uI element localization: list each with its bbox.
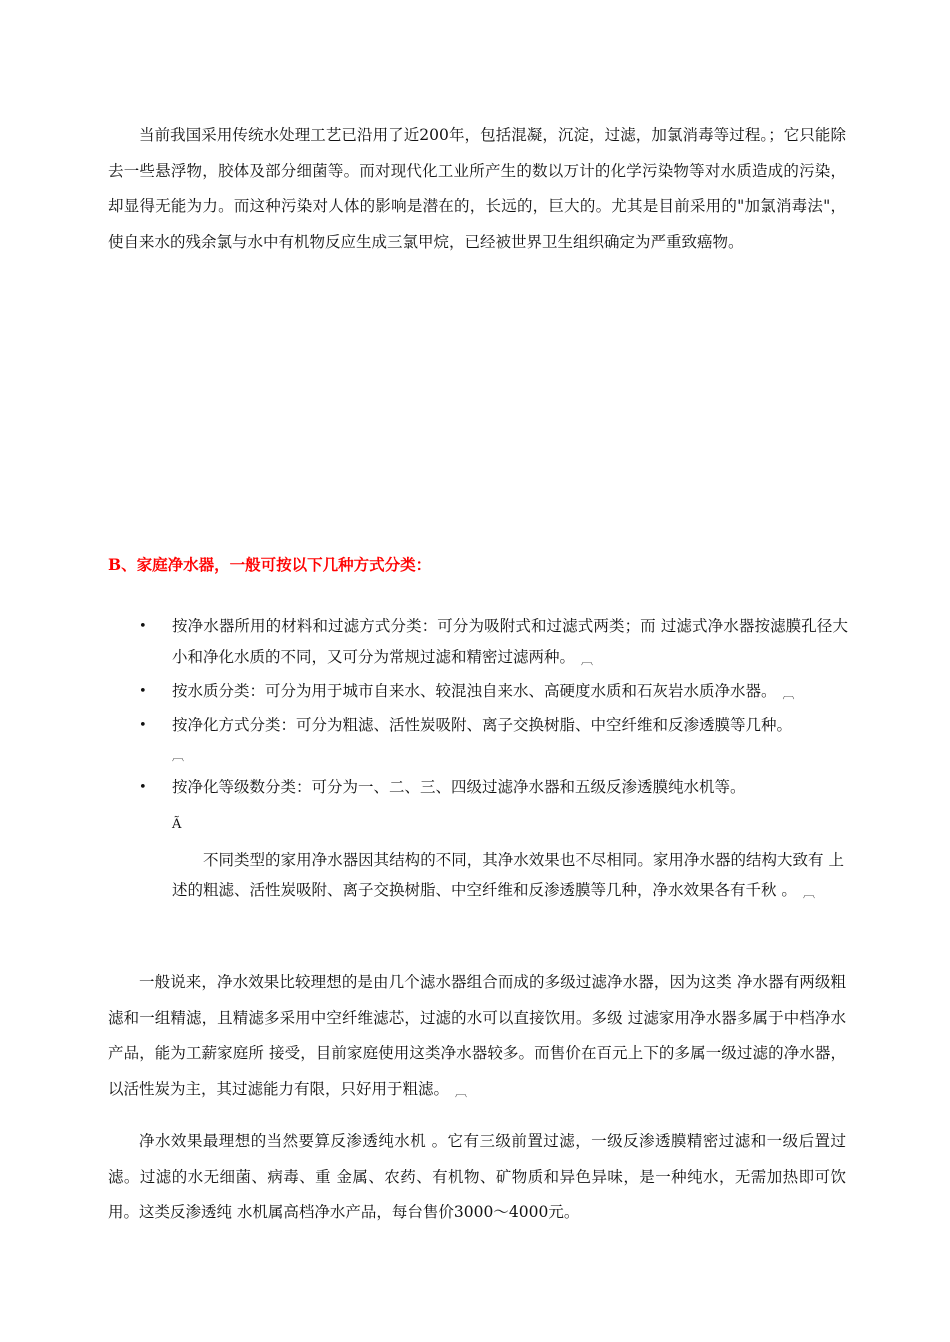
bullet-dot: • — [139, 780, 147, 795]
multistage-paragraph — [108, 965, 846, 1110]
bullet-dot: • — [139, 619, 147, 634]
list-item-text: 按净化方式分类：可分为粗滤、活性炭吸附、离子交换树脂、中空纤维和反渗透膜等几种。 — [172, 716, 793, 734]
stray-character: Ã — [172, 817, 182, 832]
list-item-text: 按净水器所用的材料和过滤方式分类：可分为吸附式和过滤式两类；而 过滤式净水器按滤膜孔径大小和净化水质的不同，又可分为常规过滤和精密过滤两种。 — [172, 617, 848, 666]
intro-paragraph: 当前我国采用传统水处理工艺已沿用了近200年，包括混凝，沉淀，过滤，加氯消毒等过程。；它只能除去一些悬浮物，胶体及部分细菌等。而对现代化工业所产生的数以万计的化学污染物等对水质造成的污染，却显得无能为力。而这种污染对人体的影响是潜在的，长远的，巨大的。尤其是目前采用的"加氯消毒法"，使自来水的残余氯与水中有机物反应生成三氯甲烷，已经被世界卫生组织确定为严重致癌物。 — [108, 126, 846, 251]
bullet-dot: • — [139, 684, 147, 699]
bullet-dot: • — [139, 718, 147, 733]
paragraph-mark: ︹ — [802, 886, 815, 900]
list-item-text: 按水质分类：可分为用于城市自来水、较混浊自来水、高硬度水质和石灰岩水质净水器。 — [172, 682, 777, 700]
list-item — [108, 710, 848, 772]
paragraph-mark: ︹ — [581, 653, 594, 667]
multistage-paragraph-text: 一般说来，净水效果比较理想的是由几个滤水器组合而成的多级过滤净水器，因为这类 净水器有两级粗滤和一组精滤，且精滤多采用中空纤维滤芯，过滤的水可以直接饮用。多级 过滤家用净水器多属于中档净水产品，能为工薪家庭所 接受，目前家庭使用这类净水器较多。而售价在百元上下的多属一级过滤的净水器，以活性炭为主，其过滤能力有限，只好用于粗滤。 — [108, 973, 846, 1098]
list-item — [108, 676, 848, 710]
structure-paragraph — [172, 845, 844, 908]
section-b-heading: B、家庭净水器，一般可按以下几种方式分类： — [108, 555, 432, 574]
list-item — [108, 772, 848, 803]
reverse-osmosis-paragraph: 净水效果最理想的当然要算反渗透纯水机 。它有三级前置过滤，一级反渗透膜精密过滤和一级后置过滤。过滤的水无细菌、病毒、重 金属、农药、有机物、矿物质和异色异味，是一种纯水，无需加热即可饮用。这类反渗透纯 水机属高档净水产品，每台售价3000～4000元。 — [108, 1132, 846, 1221]
structure-paragraph-text: 不同类型的家用净水器因其结构的不同，其净水效果也不尽相同。家用净水器的结构大致有 上述的粗滤、活性炭吸附、离子交换树脂、中空纤维和反渗透膜等几种，净水效果各有千秋 。 — [172, 851, 844, 899]
list-item-text: 按净化等级数分类：可分为一、二、三、四级过滤净水器和五级反渗透膜纯水机等。 — [172, 778, 746, 796]
list-item — [108, 611, 848, 676]
paragraph-mark: ︹ — [782, 687, 795, 701]
classification-list — [108, 611, 848, 803]
paragraph-mark: ︹ — [455, 1084, 468, 1099]
paragraph-mark: ︹ — [172, 749, 185, 763]
